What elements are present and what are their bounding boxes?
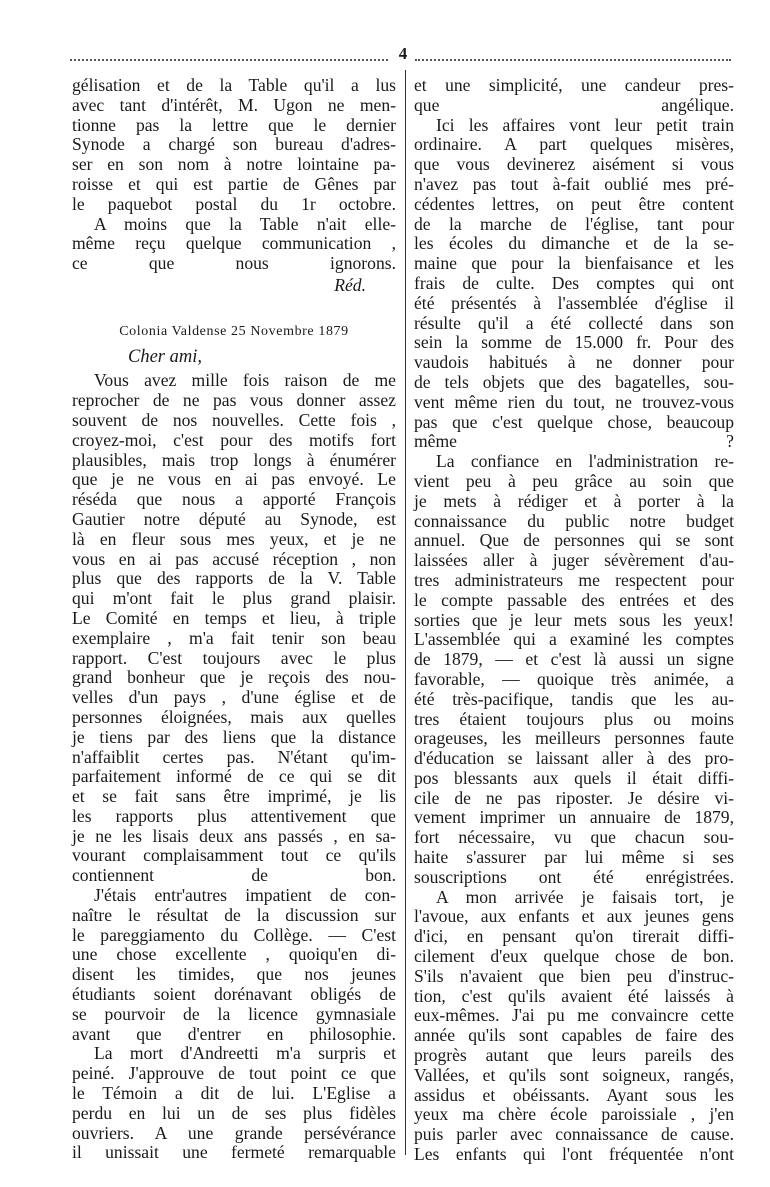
text-line: annuel. Que de personnes qui se sont <box>414 530 734 551</box>
text-line: souvent de nos nouvelles. Cette fois , <box>72 409 396 430</box>
text-line: il unissait une fermeté remarquable <box>72 1142 396 1163</box>
text-line: vient peu à peu grâce au soin que <box>414 470 734 491</box>
text-line: yeux ma chère école paroissiale , j'en <box>414 1104 734 1125</box>
text-line: et se fait sans être imprimé, je lis <box>72 786 396 807</box>
text-line: maine que pour la bienfaisance et les <box>414 253 734 274</box>
letter-dateline: Colonia Valdense 25 Novembre 1879 <box>119 323 349 339</box>
editor-signature: Réd. <box>334 274 366 295</box>
paragraph-news <box>72 371 396 886</box>
text-line: gélisation et de la Table qu'il a lus <box>72 75 396 95</box>
text-line: le Témoin a dit de lui. L'Eglise a <box>72 1083 396 1104</box>
paragraph-affairs <box>414 116 734 453</box>
text-line: avec tant d'intérêt, M. Ugon ne men- <box>72 94 396 115</box>
text-line: exemplaire , m'a fait tenir son beau <box>72 627 396 648</box>
text-line: sorties que je leur mets sous les yeux! <box>414 609 734 630</box>
text-line: ser en son nom à notre lointaine pa- <box>72 154 396 175</box>
text-line: Les enfants qui l'ont fréquentée n'ont <box>414 1144 734 1165</box>
text-line: les écoles du dimanche et de la se- <box>414 233 734 254</box>
text-line: été très-pacifique, tandis que les au- <box>414 688 734 709</box>
text-line: naître le résultat de la discussion sur <box>72 904 396 925</box>
text-line: tionne pas la lettre que le dernier <box>72 114 396 135</box>
text-line: disent les timides, que nos jeunes <box>72 964 396 985</box>
text-line: laissées aller à juger sévèrement d'au- <box>414 550 734 571</box>
text-line: cédentes lettres, on peut être content <box>414 193 734 214</box>
text-line: le compte passable des entrées et des <box>414 589 734 610</box>
text-line: année qu'ils sont capables de faire des <box>414 1025 734 1046</box>
letter-salutation: Cher ami, <box>128 346 202 367</box>
text-line: vent même rien du tout, ne trouvez-vous <box>414 391 734 412</box>
text-line: favorable, — quoique très animée, a <box>414 668 734 689</box>
text-line: que vous devinerez aisément si vous <box>414 154 734 175</box>
text-line: contiennent de bon. <box>72 865 396 886</box>
text-line: assidus et obéissants. Ayant sous les <box>414 1084 734 1105</box>
text-line: reprocher de ne pas vous donner assez <box>72 390 396 411</box>
text-line: réséda que nous a apporté François <box>72 489 396 510</box>
text-line: et une simplicité, une candeur pres- <box>414 75 734 95</box>
text-line: rapport. C'est toujours avec le plus <box>72 647 396 668</box>
paragraph-administration <box>414 452 734 888</box>
right-column <box>414 76 734 1165</box>
text-line: cilement d'eux quelque chose de bon. <box>414 946 734 967</box>
text-line: plausibles, mais trop longs à énumérer <box>72 449 396 470</box>
text-line: peiné. J'approuve de tout point ce que <box>72 1063 396 1084</box>
text-line: croyez-moi, c'est pour des motifs fort <box>72 429 396 450</box>
text-line: puis parler avec connaissance de cause. <box>414 1124 734 1145</box>
text-line: les rapports plus attentivement que <box>72 805 396 826</box>
text-line: parfaitement informé de ce qui se dit <box>72 766 396 787</box>
text-line: plus que des rapports de la V. Table <box>72 568 396 589</box>
text-line: La mort d'Andreetti m'a surpris et <box>94 1043 396 1064</box>
text-line: de 1879, — et c'est là aussi un signe <box>414 649 734 670</box>
text-line: fort nécessaire, vu que chacun sou- <box>414 827 734 848</box>
text-line: roisse et qui est partie de Gênes par <box>72 173 396 194</box>
text-line: haite s'assurer par lui même si ses <box>414 847 734 868</box>
paragraph-andreetti <box>72 1044 396 1163</box>
text-line: connaissance du public notre budget <box>414 510 734 531</box>
text-line: le pareggiamento du Collège. — C'est <box>72 924 396 945</box>
text-line: personnes éloignées, mais aux quelles <box>72 706 396 727</box>
text-line: Vous avez mille fois raison de me <box>94 370 396 391</box>
text-line: vaudois habitués à ne donner pour <box>414 352 734 373</box>
text-line: eux-mêmes. J'ai pu me convaincre cette <box>414 1005 734 1026</box>
text-line: La confiance en l'administration re- <box>436 451 734 472</box>
text-line: n'affaiblit certes pas. N'étant qu'im- <box>72 746 396 767</box>
text-line: une chose excellente , quoiqu'en di- <box>72 944 396 965</box>
header-rule-left <box>70 59 388 61</box>
text-line: même ? <box>414 431 734 452</box>
header-rule-right <box>415 59 731 61</box>
text-line: vous en ai pas accusé réception , non <box>72 548 396 569</box>
text-line: l'avoue, aux enfants et aux jeunes gens <box>414 906 734 927</box>
text-line: pas que c'est quelque chose, beaucoup <box>414 411 734 432</box>
text-line: A mon arrivée je faisais tort, je <box>436 886 734 907</box>
text-line: je mets à rédiger et à porter à la <box>414 490 734 511</box>
text-line: orageuses, les meilleurs personnes faute <box>414 728 734 749</box>
text-line: que angélique. <box>414 94 734 115</box>
text-line: Le Comité en temps et lieu, à triple <box>72 607 396 628</box>
text-line: le paquebot postal du 1r octobre. <box>72 193 396 214</box>
left-column <box>72 76 396 1163</box>
text-line: L'assemblée qui a examiné les comptes <box>414 629 734 650</box>
text-line: Gautier notre député au Synode, est <box>72 508 396 529</box>
text-line: Synode a chargé son bureau d'adres- <box>72 134 396 155</box>
text-line: perdu en lui un de ses plus fidèles <box>72 1102 396 1123</box>
text-line: vourant complaisamment tout ce qu'ils <box>72 845 396 866</box>
text-line: que je ne vous en ai pas envoyé. Le <box>72 469 396 490</box>
column-divider <box>405 70 406 1155</box>
text-line: progrès autant que leurs pareils des <box>414 1045 734 1066</box>
text-line: d'ici, en pensant qu'on tirerait diffi- <box>414 926 734 947</box>
text-line: velles d'un pays , d'une église et de <box>72 687 396 708</box>
text-line: je ne les lisais deux ans passés , en sa- <box>72 825 396 846</box>
paragraph-table-communication <box>72 215 396 274</box>
text-line: de tels objets que des bagatelles, sou- <box>414 371 734 392</box>
text-line: même reçu quelque communication , <box>72 233 396 254</box>
paragraph-college <box>72 886 396 1044</box>
text-line: été présentés à l'assemblée d'église il <box>414 292 734 313</box>
text-line: ouvriers. A une grande persévérance <box>72 1122 396 1143</box>
text-line: étudiants soient dorénavant obligés de <box>72 984 396 1005</box>
text-line: là en fleur sous mes yeux, et je ne <box>72 528 396 549</box>
text-line: sein la somme de 15.000 fr. Pour des <box>414 332 734 353</box>
text-line: ce que nous ignorons. <box>72 253 396 274</box>
text-line: n'avez pas tout à-fait oublié mes pré- <box>414 173 734 194</box>
text-line: A moins que la Table n'ait elle- <box>94 213 396 234</box>
text-line: vement imprimer un annuaire de 1879, <box>414 807 734 828</box>
paragraph-table-letter <box>72 76 396 215</box>
text-line: de la marche de l'église, tant pour <box>414 213 734 234</box>
text-line: je tiens par des liens que la distance <box>72 726 396 747</box>
text-line: souscriptions ont été enrégistrées. <box>414 866 734 887</box>
paragraph-children <box>414 888 734 1165</box>
text-line: qui m'ont fait le plus grand plaisir. <box>72 588 396 609</box>
text-line: résulte qu'il a été collecté dans son <box>414 312 734 333</box>
text-line: tres étaient toujours plus ou moins <box>414 708 734 729</box>
text-line: pos blessants aux quels il était diffi- <box>414 767 734 788</box>
text-line: d'éducation se laissant aller à des pro- <box>414 748 734 769</box>
text-line: avant que d'entrer en philosophie. <box>72 1023 396 1044</box>
text-line: cile de ne pas riposter. Je désire vi- <box>414 787 734 808</box>
text-line: frais de culte. Des comptes qui ont <box>414 272 734 293</box>
text-line: Vallées, et qu'ils sont soigneux, rangés, <box>414 1064 734 1085</box>
text-line: tion, c'est qu'ils avaient été laissés à <box>414 985 734 1006</box>
text-line: se pourvoir de la licence gymnasiale <box>72 1003 396 1024</box>
paragraph-simplicity <box>414 76 734 116</box>
page-number: 4 <box>398 44 408 63</box>
text-line: S'ils n'avaient que bien peu d'instruc- <box>414 965 734 986</box>
text-line: tres administrateurs me respectent pour <box>414 569 734 590</box>
text-line: ordinaire. A part quelques misères, <box>414 134 734 155</box>
text-line: grand bonheur que je reçois des nou- <box>72 667 396 688</box>
text-line: J'étais entr'autres impatient de con- <box>94 885 396 906</box>
text-line: Ici les affaires vont leur petit train <box>436 114 734 135</box>
